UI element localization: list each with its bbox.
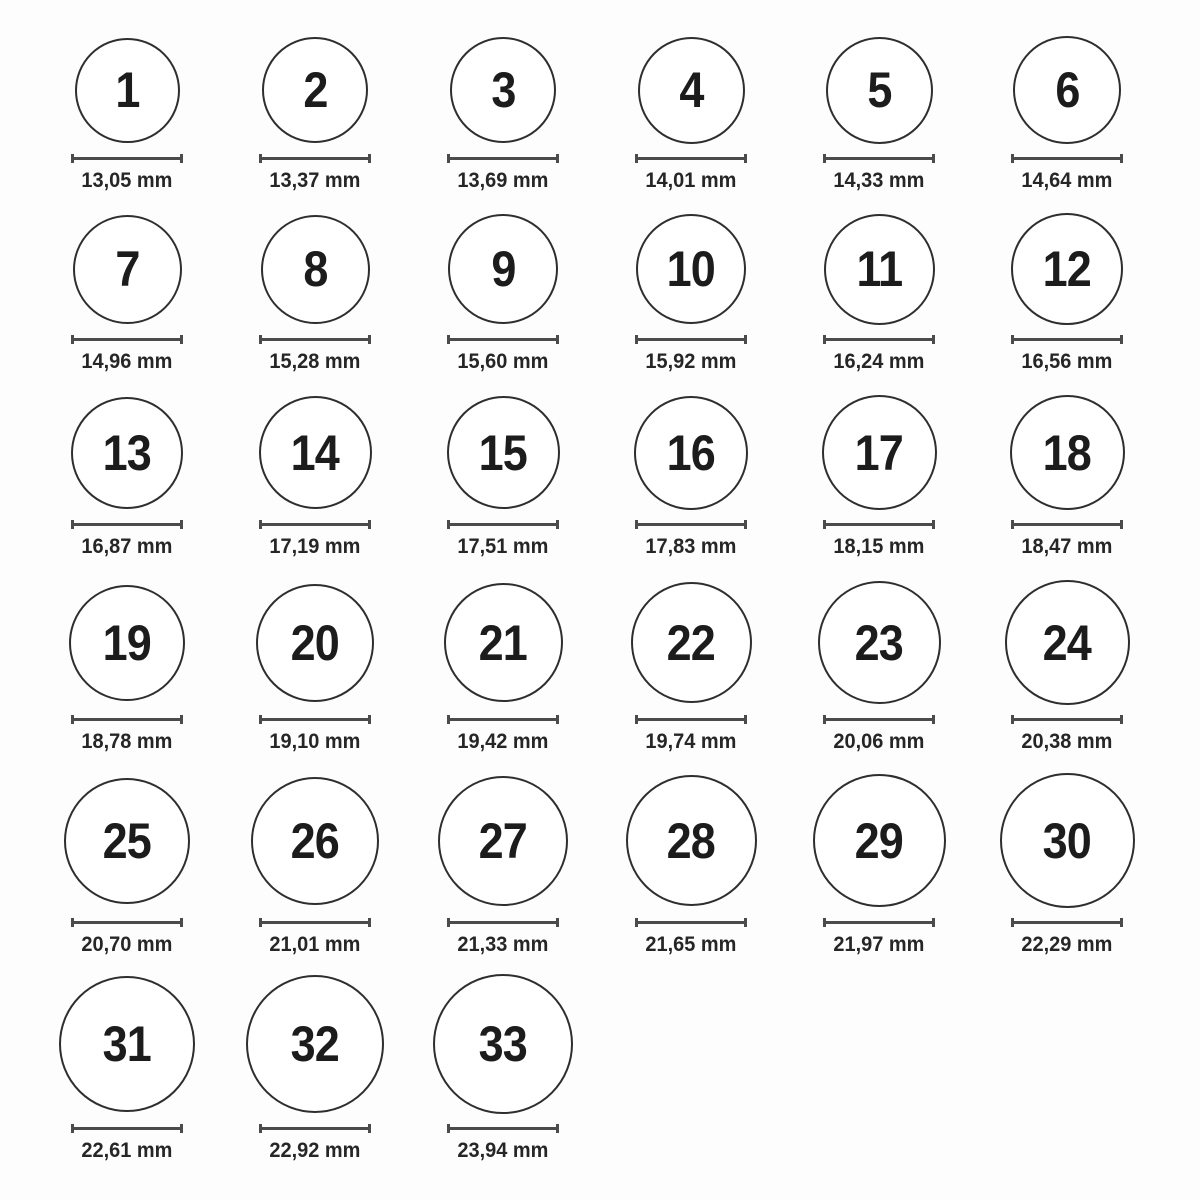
ring-size-number: 1 [114, 62, 140, 118]
diameter-measure-line [259, 1124, 371, 1133]
ring-circle [636, 214, 746, 324]
ring-circle [433, 974, 573, 1114]
ring-circle-box [824, 213, 935, 325]
diameter-label: 22,61 mm [81, 1139, 173, 1162]
ring-circle [59, 976, 195, 1112]
ring-size-number: 13 [102, 424, 152, 481]
diameter-measure-line [635, 918, 747, 927]
diameter-measure-line [1011, 520, 1123, 529]
ring-circle [1010, 395, 1125, 510]
ring-size-cell [597, 773, 785, 958]
diameter-measure-line [1011, 154, 1123, 163]
ring-circle-box [813, 773, 946, 908]
diameter-measure-line [71, 520, 183, 529]
diameter-label: 14,64 mm [1021, 169, 1113, 192]
ring-size-number: 27 [478, 812, 528, 869]
ring-circle [262, 37, 368, 143]
ring-size-cell [409, 974, 597, 1164]
diameter-label: 23,94 mm [457, 1139, 549, 1162]
ring-circle-box [64, 773, 190, 908]
ring-size-number: 17 [854, 424, 904, 481]
ring-size-cell [785, 213, 973, 375]
ring-size-cell [33, 580, 221, 755]
ring-circle [64, 778, 190, 904]
ring-size-cell [409, 36, 597, 194]
ring-size-cell [597, 395, 785, 560]
diameter-label: 20,38 mm [1021, 730, 1113, 753]
ring-size-number: 19 [102, 614, 152, 671]
ring-circle [73, 215, 182, 324]
ring-size-cell [973, 773, 1161, 958]
diameter-measure-line [447, 918, 559, 927]
ring-circle-box [631, 580, 752, 705]
diameter-measure-line [635, 520, 747, 529]
ring-circle-box [73, 213, 182, 325]
ring-size-number: 3 [490, 62, 516, 118]
ring-size-number: 10 [666, 241, 716, 297]
diameter-measure-line [447, 1124, 559, 1133]
ring-circle [256, 584, 374, 702]
ring-circle [261, 215, 370, 324]
ring-size-cell [33, 213, 221, 375]
diameter-label: 14,96 mm [81, 350, 173, 373]
ring-circle-box [444, 580, 563, 705]
ring-size-cell [409, 580, 597, 755]
diameter-measure-line [1011, 715, 1123, 724]
ring-size-cell [785, 395, 973, 560]
ring-circle-box [638, 36, 745, 144]
ring-circle [824, 214, 935, 325]
ring-circle-box [59, 974, 195, 1114]
ring-circle-box [438, 773, 568, 908]
ring-circle-box [246, 974, 384, 1114]
ring-size-cell [597, 36, 785, 194]
ring-size-row [33, 580, 1200, 755]
diameter-label: 15,60 mm [457, 350, 549, 373]
ring-circle-box [262, 36, 368, 144]
ring-size-cell [409, 213, 597, 375]
ring-size-number: 29 [854, 812, 904, 869]
diameter-measure-line [447, 154, 559, 163]
diameter-label: 14,33 mm [833, 169, 925, 192]
ring-size-cell [785, 773, 973, 958]
ring-circle [444, 583, 563, 702]
ring-size-cell [785, 36, 973, 194]
ring-size-number: 14 [290, 424, 340, 481]
ring-circle-box [450, 36, 556, 144]
diameter-label: 19,42 mm [457, 730, 549, 753]
diameter-measure-line [71, 154, 183, 163]
ring-size-row [33, 773, 1200, 958]
ring-circle [259, 396, 372, 509]
ring-size-number: 18 [1042, 424, 1092, 481]
ring-circle-box [636, 213, 746, 325]
ring-circle-box [75, 36, 180, 144]
ring-circle [69, 585, 185, 701]
diameter-measure-line [823, 154, 935, 163]
ring-circle [450, 37, 556, 143]
diameter-measure-line [259, 715, 371, 724]
diameter-measure-line [71, 1124, 183, 1133]
ring-size-cell [973, 36, 1161, 194]
ring-size-number: 16 [666, 424, 716, 481]
diameter-measure-line [447, 520, 559, 529]
ring-circle-box [826, 36, 933, 144]
ring-circle [251, 777, 379, 905]
ring-circle [447, 396, 560, 509]
ring-circle [631, 582, 752, 703]
ring-circle-box [433, 974, 573, 1114]
ring-size-number: 24 [1042, 614, 1092, 671]
ring-circle [826, 37, 933, 144]
ring-circle-box [818, 580, 941, 705]
diameter-label: 16,87 mm [81, 535, 173, 558]
diameter-label: 22,29 mm [1021, 933, 1113, 956]
ring-size-cell [973, 395, 1161, 560]
ring-circle [634, 396, 748, 510]
ring-circle [626, 775, 757, 906]
ring-circle-box [251, 773, 379, 908]
ring-size-number: 2 [302, 62, 328, 118]
ring-size-number: 4 [678, 62, 704, 118]
diameter-label: 18,15 mm [833, 535, 925, 558]
ring-size-number: 9 [490, 241, 516, 297]
ring-size-cell [221, 773, 409, 958]
diameter-measure-line [71, 335, 183, 344]
diameter-label: 21,33 mm [457, 933, 549, 956]
diameter-label: 21,01 mm [269, 933, 361, 956]
diameter-label: 17,19 mm [269, 535, 361, 558]
ring-circle-box [447, 395, 560, 510]
diameter-label: 20,06 mm [833, 730, 925, 753]
ring-size-cell [409, 773, 597, 958]
ring-size-number: 30 [1042, 812, 1092, 869]
ring-circle-box [1011, 213, 1123, 325]
diameter-measure-line [823, 715, 935, 724]
ring-size-cell [221, 974, 409, 1164]
ring-size-number: 33 [478, 1016, 528, 1072]
ring-size-row [33, 213, 1200, 375]
diameter-label: 22,92 mm [269, 1139, 361, 1162]
ring-size-number: 8 [302, 241, 328, 297]
ring-size-number: 5 [866, 62, 892, 118]
diameter-measure-line [259, 520, 371, 529]
ring-size-number: 11 [856, 241, 902, 297]
ring-size-number: 15 [478, 424, 528, 481]
ring-circle-box [69, 580, 185, 705]
ring-circle-box [1010, 395, 1125, 510]
ring-circle-box [71, 395, 183, 510]
diameter-measure-line [447, 335, 559, 344]
ring-circle-box [1013, 36, 1121, 144]
ring-size-cell [33, 773, 221, 958]
ring-size-cell [973, 580, 1161, 755]
ring-size-number: 20 [290, 614, 340, 671]
ring-size-row [33, 974, 1200, 1164]
ring-circle [438, 776, 568, 906]
ring-size-cell [973, 213, 1161, 375]
ring-circle [1005, 580, 1130, 705]
ring-circle [246, 975, 384, 1113]
ring-circle [75, 38, 180, 143]
ring-size-number: 12 [1042, 241, 1092, 297]
ring-circle-box [259, 395, 372, 510]
ring-circle [1013, 36, 1121, 144]
ring-circle [71, 397, 183, 509]
diameter-label: 17,83 mm [645, 535, 737, 558]
diameter-measure-line [823, 520, 935, 529]
ring-circle-box [1000, 773, 1135, 908]
ring-size-cell [221, 36, 409, 194]
ring-size-cell [597, 580, 785, 755]
diameter-measure-line [1011, 335, 1123, 344]
ring-size-row [33, 36, 1200, 194]
diameter-label: 16,56 mm [1021, 350, 1113, 373]
ring-circle-box [256, 580, 374, 705]
diameter-label: 17,51 mm [457, 535, 549, 558]
ring-size-number: 7 [114, 241, 140, 297]
diameter-measure-line [823, 335, 935, 344]
diameter-label: 13,37 mm [269, 169, 361, 192]
diameter-label: 15,92 mm [645, 350, 737, 373]
ring-circle [1000, 773, 1135, 908]
ring-size-cell [33, 974, 221, 1164]
diameter-label: 20,70 mm [81, 933, 173, 956]
diameter-label: 21,65 mm [645, 933, 737, 956]
ring-size-row [33, 395, 1200, 560]
ring-circle [818, 581, 941, 704]
diameter-measure-line [447, 715, 559, 724]
ring-size-cell [33, 395, 221, 560]
ring-circle-box [1005, 580, 1130, 705]
ring-circle [822, 395, 937, 510]
ring-size-cell [33, 36, 221, 194]
ring-circle-box [634, 395, 748, 510]
diameter-label: 18,47 mm [1021, 535, 1113, 558]
ring-circle [638, 37, 745, 144]
ring-size-number: 28 [666, 812, 716, 869]
ring-size-cell [221, 580, 409, 755]
ring-circle-box [261, 213, 370, 325]
diameter-label: 13,69 mm [457, 169, 549, 192]
ring-circle-box [822, 395, 937, 510]
ring-size-number: 23 [854, 614, 904, 671]
diameter-measure-line [635, 715, 747, 724]
diameter-measure-line [71, 715, 183, 724]
diameter-label: 19,10 mm [269, 730, 361, 753]
ring-circle-box [626, 773, 757, 908]
diameter-measure-line [259, 154, 371, 163]
diameter-label: 14,01 mm [645, 169, 737, 192]
ring-circle [1011, 213, 1123, 325]
ring-size-number: 6 [1054, 62, 1080, 118]
diameter-measure-line [635, 335, 747, 344]
ring-size-number: 25 [102, 812, 152, 869]
ring-size-number: 32 [290, 1016, 340, 1072]
diameter-label: 21,97 mm [833, 933, 925, 956]
diameter-label: 15,28 mm [269, 350, 361, 373]
diameter-measure-line [1011, 918, 1123, 927]
ring-size-cell [221, 213, 409, 375]
diameter-label: 16,24 mm [833, 350, 925, 373]
ring-size-number: 21 [478, 614, 528, 671]
diameter-label: 18,78 mm [81, 730, 173, 753]
ring-size-number: 31 [102, 1016, 152, 1072]
ring-circle-box [448, 213, 558, 325]
diameter-label: 19,74 mm [645, 730, 737, 753]
ring-size-cell [221, 395, 409, 560]
ring-circle [448, 214, 558, 324]
diameter-label: 13,05 mm [81, 169, 173, 192]
ring-size-number: 26 [290, 812, 340, 869]
ring-size-cell [597, 213, 785, 375]
ring-size-number: 22 [666, 614, 716, 671]
diameter-measure-line [635, 154, 747, 163]
diameter-measure-line [823, 918, 935, 927]
diameter-measure-line [259, 335, 371, 344]
diameter-measure-line [71, 918, 183, 927]
ring-size-cell [785, 580, 973, 755]
ring-size-cell [409, 395, 597, 560]
diameter-measure-line [259, 918, 371, 927]
ring-circle [813, 774, 946, 907]
